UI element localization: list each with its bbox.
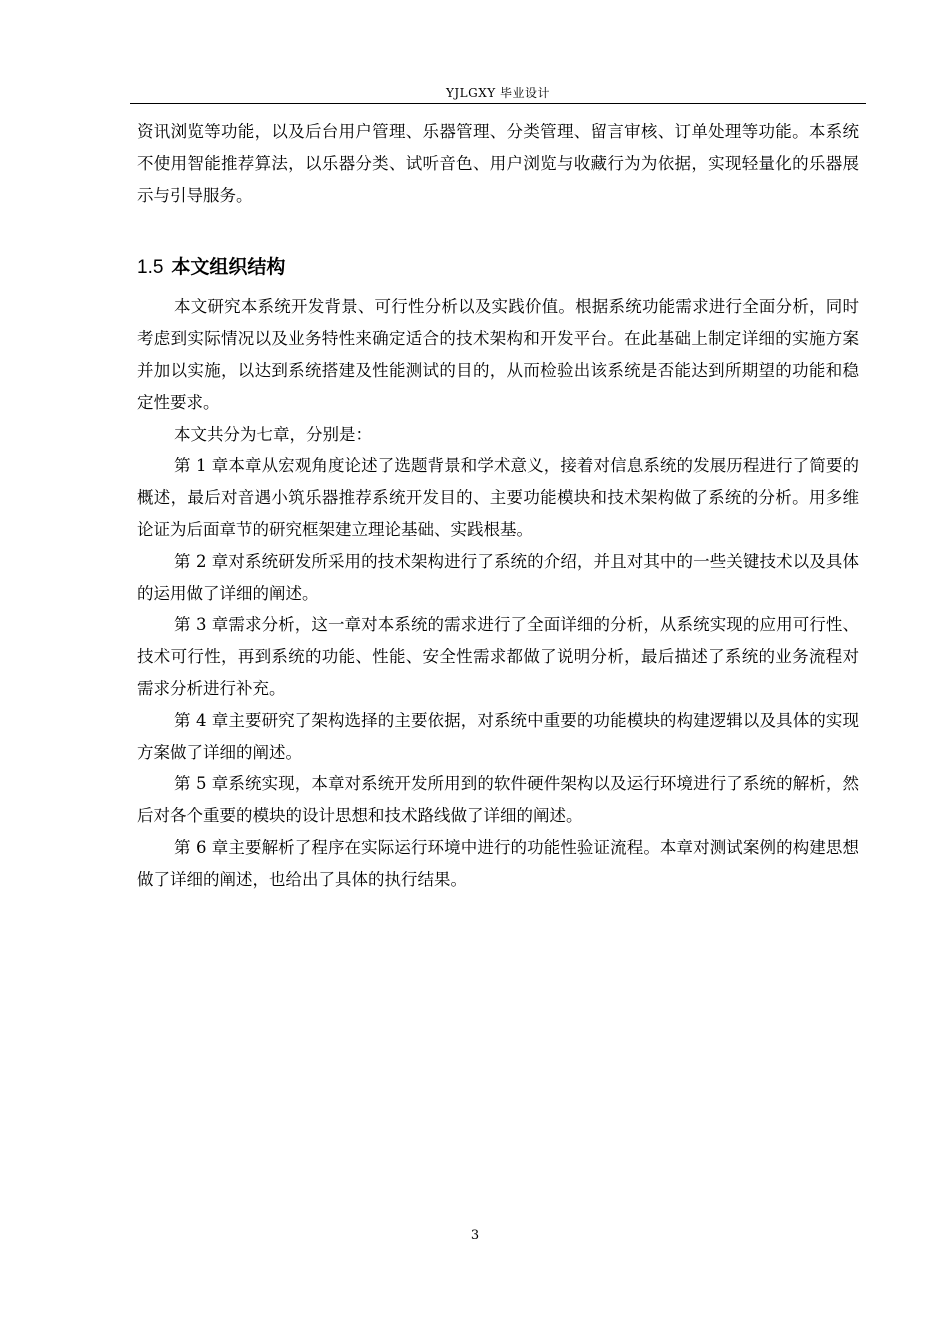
chapter-5-paragraph: 第 5 章系统实现，本章对系统开发所用到的软件硬件架构以及运行环境进行了系统的解析，然后对各个重要的模块的设计思想和技术路线做了详细的阐述。: [137, 774, 859, 826]
page-body: [137, 116, 859, 896]
header-divider: [130, 103, 866, 104]
chapter-1-paragraph: 第 1 章本章从宏观角度论述了选题背景和学术意义，接着对信息系统的发展历程进行了简要的概述，最后对音遇小筑乐器推荐系统开发目的、主要功能模块和技术架构做了系统的分析。用多维论证为后面章节的研究框架建立理论基础、实践根基。: [137, 456, 859, 539]
body-paragraph: 本文研究本系统开发背景、可行性分析以及实践价值。根据系统功能需求进行全面分析，同时考虑到实际情况以及业务特性来确定适合的技术架构和开发平台。在此基础上制定详细的实施方案并加以实施，以达到系统搭建及性能测试的目的，从而检验出该系统是否能达到所期望的功能和稳定性要求。: [137, 297, 859, 412]
page-header: YJLGXY 毕业设计: [445, 86, 551, 100]
chapter-4-paragraph: 第 4 章主要研究了架构选择的主要依据，对系统中重要的功能模块的构建逻辑以及具体的实现方案做了详细的阐述。: [137, 710, 859, 762]
chapter-2-paragraph: 第 2 章对系统研发所采用的技术架构进行了系统的介绍，并且对其中的一些关键技术以及具体的运用做了详细的阐述。: [137, 551, 859, 603]
page-number: 3: [470, 1228, 480, 1243]
section-title-text: 本文组织结构: [171, 256, 286, 279]
intro-paragraph: 资讯浏览等功能，以及后台用户管理、乐器管理、分类管理、留言审核、订单处理等功能。本系统不使用智能推荐算法，以乐器分类、试听音色、用户浏览与收藏行为为依据，实现轻量化的乐器展示与引导服务。: [137, 122, 859, 205]
chapter-3-paragraph: 第 3 章需求分析，这一章对本系统的需求进行了全面详细的分析，从系统实现的应用可行性、技术可行性，再到系统的功能、性能、安全性需求都做了说明分析，最后描述了系统的业务流程对需求分析进行补充。: [137, 615, 859, 698]
body-paragraph: 本文共分为七章，分别是：: [174, 424, 372, 444]
chapter-6-paragraph: 第 6 章主要解析了程序在实际运行环境中进行的功能性验证流程。本章对测试案例的构建思想做了详细的阐述，也给出了具体的执行结果。: [137, 837, 859, 889]
section-heading: [137, 243, 859, 291]
section-number: 1.5: [137, 257, 164, 279]
